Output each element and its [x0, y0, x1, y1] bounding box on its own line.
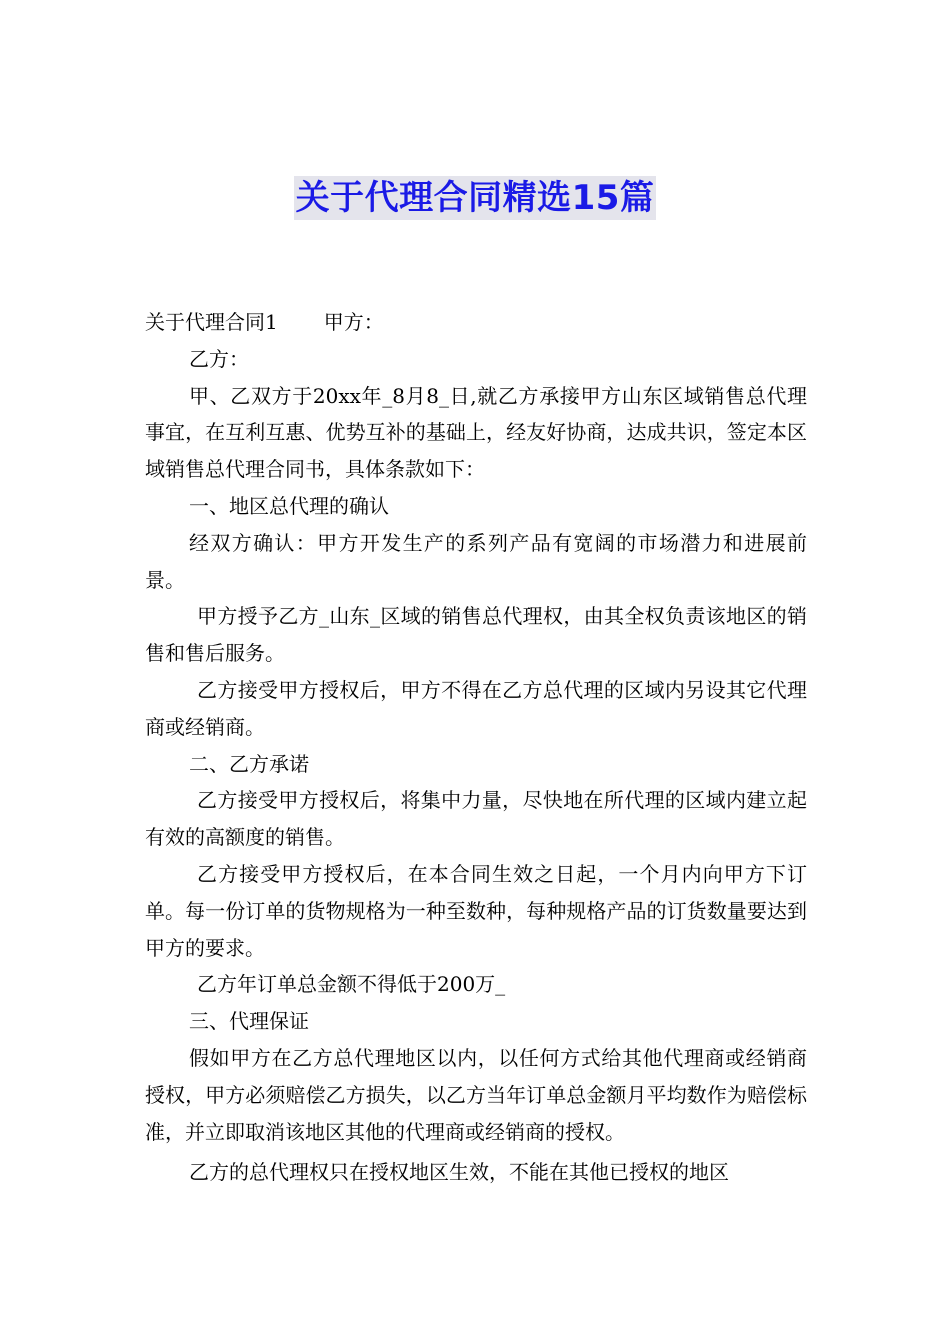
paragraph: 乙方接受甲方授权后，将集中力量，尽快地在所代理的区域内建立起有效的高额度的销售。: [145, 788, 807, 850]
title-block: [0, 176, 950, 220]
paragraph: 一、地区总代理的确认: [189, 493, 389, 518]
paragraph: 乙方年订单总金额不得低于200万_: [197, 972, 506, 997]
paragraph: 二、乙方承诺: [189, 751, 309, 776]
paragraph: 甲、乙双方于20xx年_8月8_日,就乙方承接甲方山东区域销售总代理事宜，在互利互惠、优势互补的基础上，经友好协商，达成共识，签定本区域销售总代理合同书，具体条款如下：: [145, 383, 807, 482]
party-a-label: 甲方：: [323, 310, 384, 334]
paragraph: 经双方确认：甲方开发生产的系列产品有宽阔的市场潜力和进展前景。: [145, 530, 807, 592]
section-heading-line: [145, 304, 807, 341]
paragraph: 乙方的总代理权只在授权地区生效，不能在其他已授权的地区: [189, 1160, 729, 1185]
paragraph: 三、代理保证: [189, 1009, 309, 1034]
document-title: 关于代理合同精选15篇: [295, 178, 655, 218]
paragraph: 乙方接受甲方授权后，甲方不得在乙方总代理的区域内另设其它代理商或经销商。: [145, 677, 807, 739]
document-body: [145, 304, 807, 1191]
paragraph: 乙方：: [189, 346, 249, 371]
paragraph: 假如甲方在乙方总代理地区以内，以任何方式给其他代理商或经销商授权，甲方必须赔偿乙方损失，以乙方当年订单总金额月平均数作为赔偿标准，并立即取消该地区其他的代理商或经销商的授权。: [145, 1045, 807, 1144]
contract-number-label: 关于代理合同1: [145, 310, 278, 334]
paragraph: 甲方授予乙方_山东_区域的销售总代理权，由其全权负责该地区的销售和售后服务。: [145, 604, 807, 666]
paragraph: 乙方接受甲方授权后，在本合同生效之日起，一个月内向甲方下订单。每一份订单的货物规格为一种至数种，每种规格产品的订货数量要达到甲方的要求。: [145, 861, 807, 960]
